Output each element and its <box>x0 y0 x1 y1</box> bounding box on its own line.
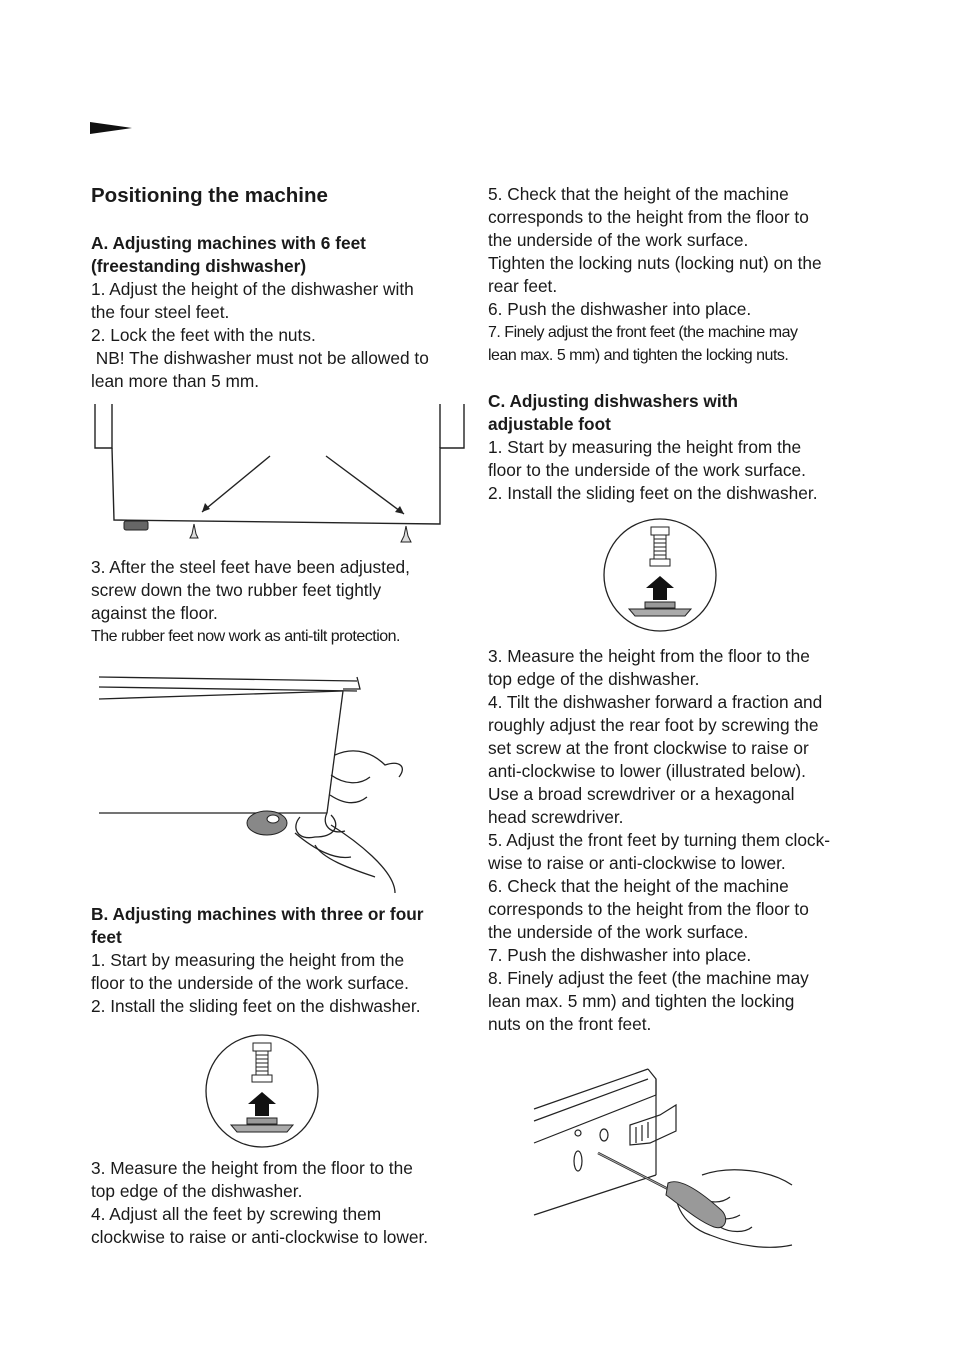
section-title: Positioning the machine <box>91 184 328 207</box>
section-c-text-after <box>488 645 878 1036</box>
section-b-continued-line: 5. Check that the height of the machine <box>488 184 789 204</box>
right-column-top <box>488 183 878 505</box>
section-c-line: 6. Check that the height of the machine <box>488 876 789 896</box>
sliding-foot-icon <box>601 516 719 634</box>
section-b-line: 4. Adjust all the feet by screwing them <box>91 1204 382 1224</box>
section-a-line: the four steel feet. <box>91 302 230 322</box>
section-c-line: lean max. 5 mm) and tighten the locking <box>488 991 795 1011</box>
rubber-foot-hand-illustration <box>95 665 415 900</box>
step3-line: screw down the two rubber feet tightly <box>91 580 382 600</box>
section-c-line: floor to the underside of the work surface. <box>488 460 806 480</box>
section-b-continued-line: the underside of the work surface. <box>488 230 749 250</box>
section-b-line: 1. Start by measuring the height from the <box>91 950 405 970</box>
section-c-line: corresponds to the height from the floor to <box>488 899 809 919</box>
section-c-heading-line1: C. Adjusting dishwashers with <box>488 391 738 411</box>
section-c-line: 7. Push the dishwasher into place. <box>488 945 752 965</box>
section-b-line: clockwise to raise or anti-clockwise to lower. <box>91 1227 429 1247</box>
section-b-line: 3. Measure the height from the floor to the <box>91 1158 413 1178</box>
section-b-text <box>91 903 476 1018</box>
section-a-line: lean more than 5 mm. <box>91 371 260 391</box>
left-column <box>91 183 476 393</box>
section-c-line: top edge of the dishwasher. <box>488 669 700 689</box>
section-c-line: 4. Tilt the dishwasher forward a fraction and <box>488 692 823 712</box>
section-a-line: 1. Adjust the height of the dishwasher with <box>91 279 414 299</box>
section-b-text-after <box>91 1157 476 1249</box>
dishwasher-feet-illustration <box>90 400 470 550</box>
section-c-line: roughly adjust the rear foot by screwing the <box>488 715 819 735</box>
step3-line: against the floor. <box>91 603 218 623</box>
step3-line: 3. After the steel feet have been adjusted, <box>91 557 410 577</box>
anti-tilt-note: The rubber feet now work as anti-tilt protection. <box>91 628 400 645</box>
section-c-line: head screwdriver. <box>488 807 624 827</box>
section-b-line: top edge of the dishwasher. <box>91 1181 303 1201</box>
section-a-heading-line1: A. Adjusting machines with 6 feet <box>91 233 366 253</box>
section-a-heading-line2: (freestanding dishwasher) <box>91 256 307 276</box>
sliding-foot-icon <box>203 1032 321 1150</box>
section-a-line: 2. Lock the feet with the nuts. <box>91 325 316 345</box>
section-c-line: 5. Adjust the front feet by turning them clock- <box>488 830 830 850</box>
section-b-step7-line: lean max. 5 mm) and tighten the locking nuts. <box>488 347 789 364</box>
section-c-line: 2. Install the sliding feet on the dishwasher. <box>488 483 818 503</box>
section-c-line: 1. Start by measuring the height from the <box>488 437 802 457</box>
section-c-line: wise to raise or anti-clockwise to lower. <box>488 853 786 873</box>
section-b-step7-line: 7. Finely adjust the front feet (the machine may <box>488 324 798 341</box>
section-marker-icon <box>90 120 134 136</box>
section-b-heading-line1: B. Adjusting machines with three or four <box>91 904 424 924</box>
section-b-continued-line: rear feet. <box>488 276 558 296</box>
section-c-line: anti-clockwise to lower (illustrated below). <box>488 761 806 781</box>
screwdriver-adjustment-illustration <box>530 1065 800 1255</box>
section-b-continued-line: 6. Push the dishwasher into place. <box>488 299 752 319</box>
section-b-line: 2. Install the sliding feet on the dishwasher. <box>91 996 421 1016</box>
section-c-heading-line2: adjustable foot <box>488 414 611 434</box>
section-b-heading-line2: feet <box>91 927 122 947</box>
section-b-line: floor to the underside of the work surface. <box>91 973 409 993</box>
section-b-continued-line: Tighten the locking nuts (locking nut) on the <box>488 253 822 273</box>
step3-text <box>91 556 476 648</box>
section-c-line: the underside of the work surface. <box>488 922 749 942</box>
section-c-line: 8. Finely adjust the feet (the machine may <box>488 968 809 988</box>
section-a-line: NB! The dishwasher must not be allowed to <box>91 348 429 368</box>
section-c-line: nuts on the front feet. <box>488 1014 652 1034</box>
section-c-line: 3. Measure the height from the floor to the <box>488 646 810 666</box>
section-c-line: set screw at the front clockwise to raise or <box>488 738 809 758</box>
section-b-continued-line: corresponds to the height from the floor to <box>488 207 809 227</box>
section-c-line: Use a broad screwdriver or a hexagonal <box>488 784 795 804</box>
